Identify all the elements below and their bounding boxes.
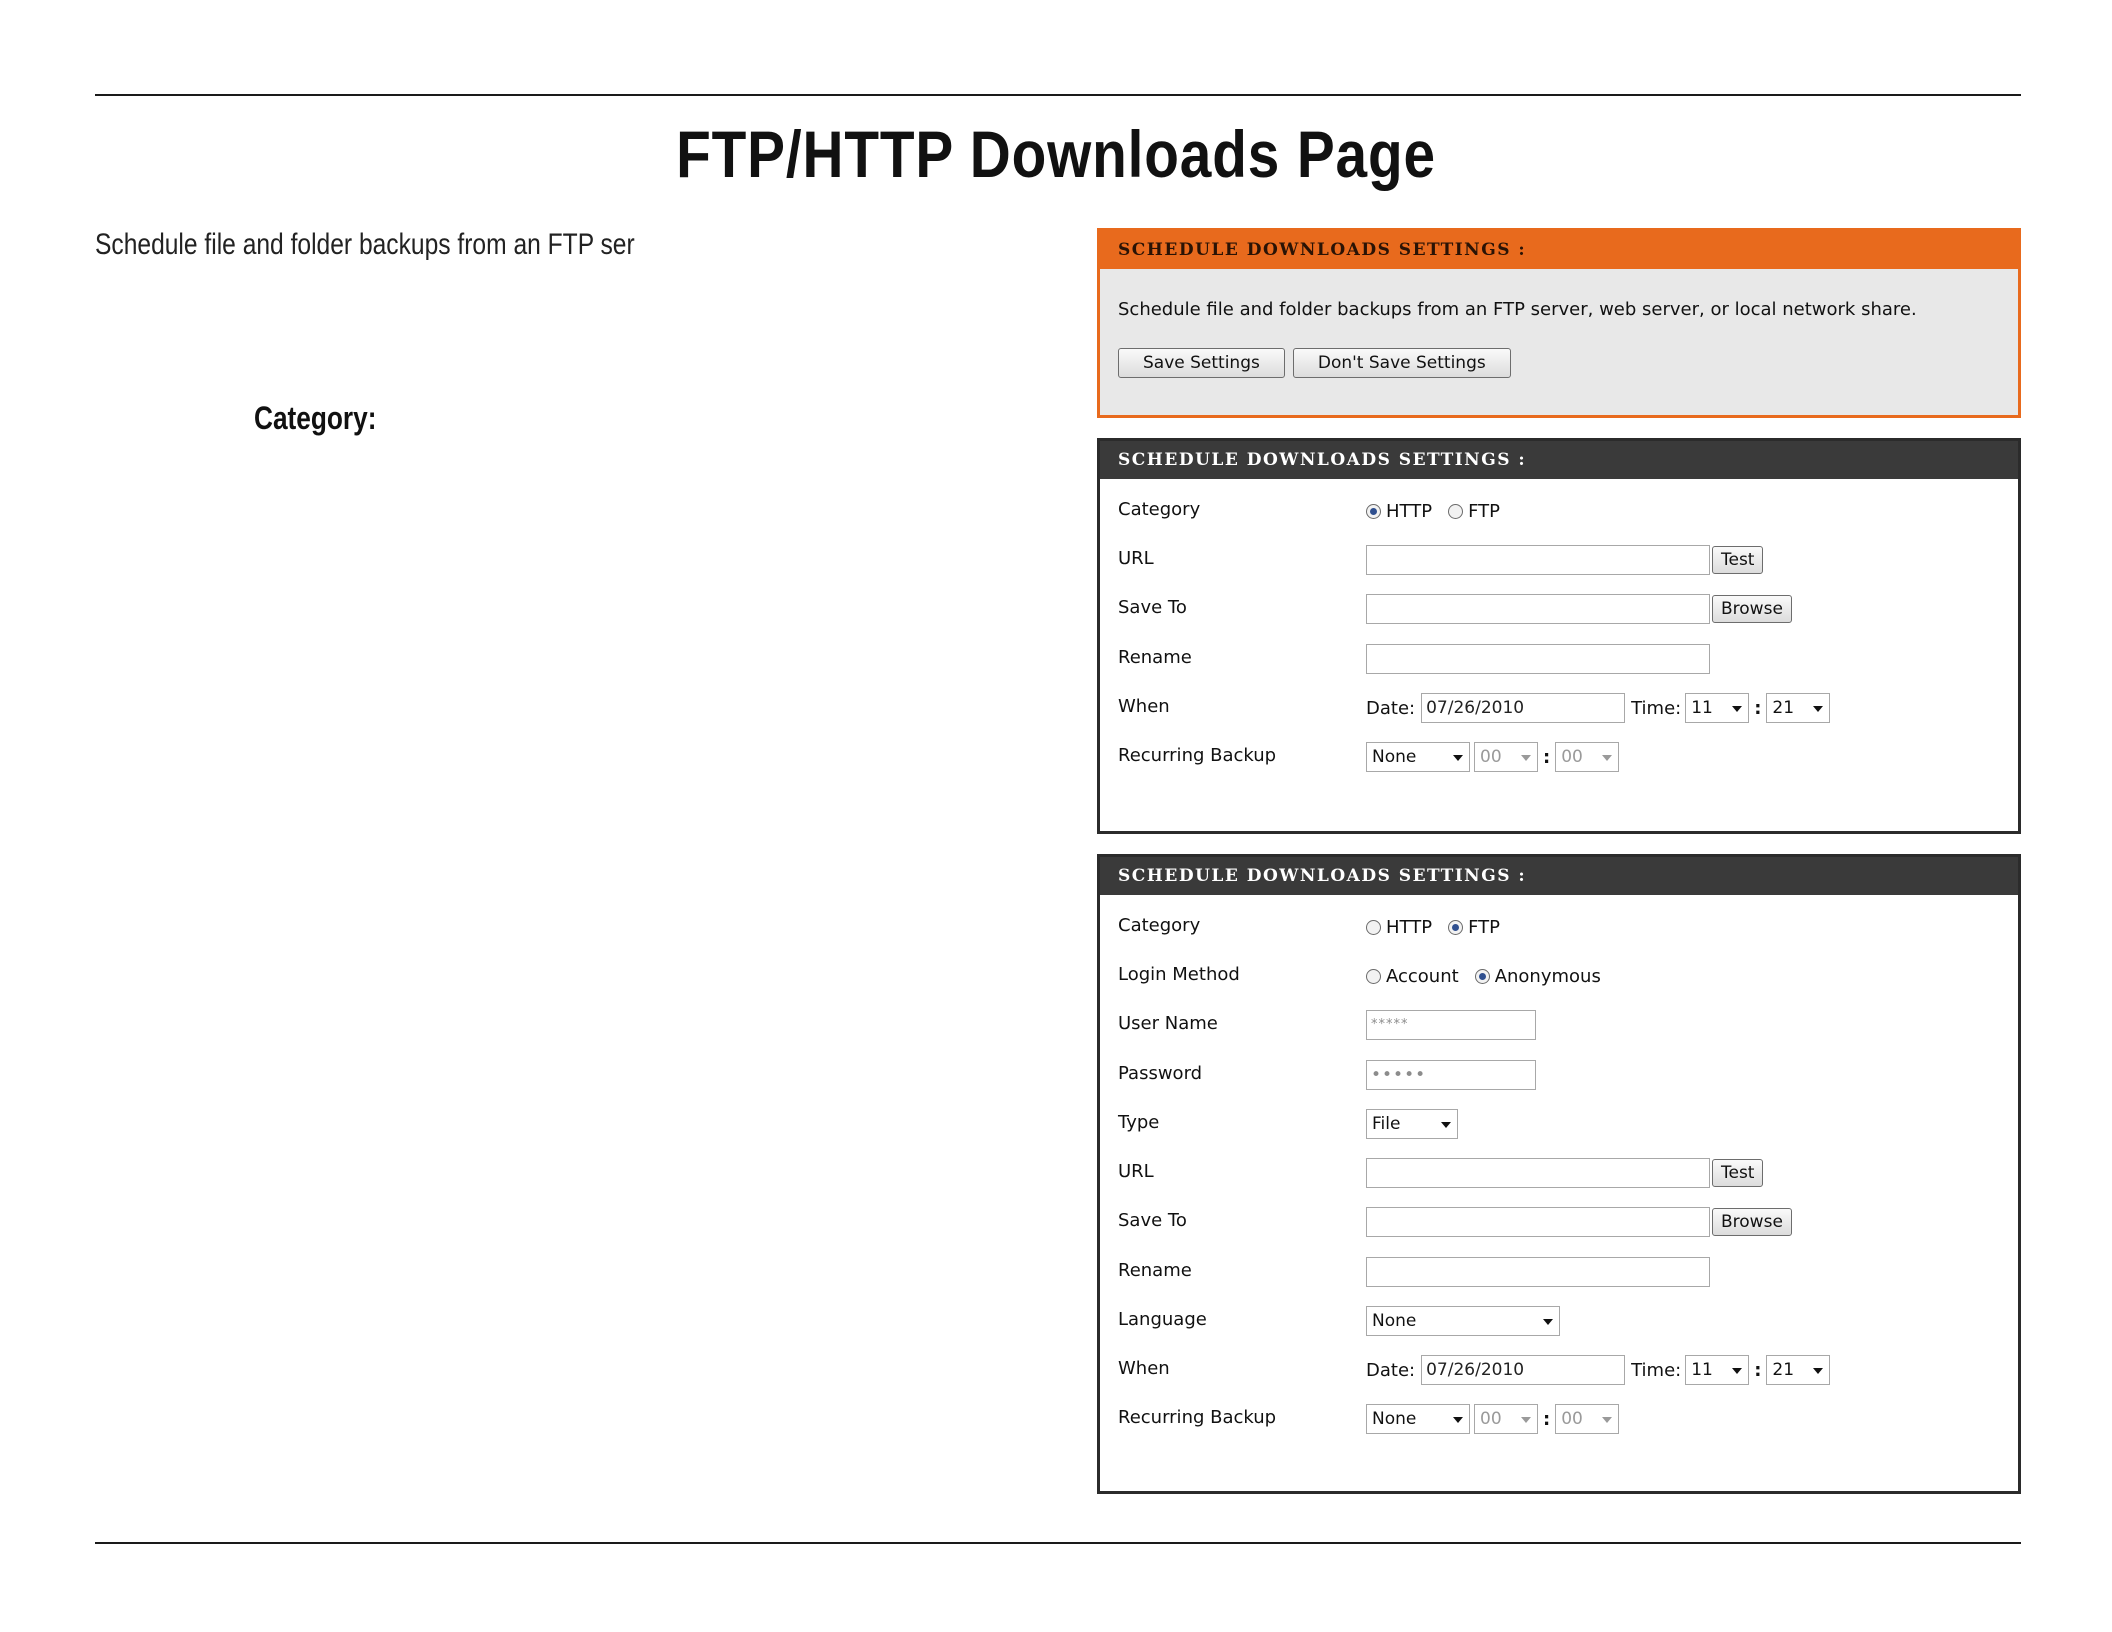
type-select[interactable]	[1366, 1109, 1458, 1139]
browse-button[interactable]: Browse	[1712, 1208, 1792, 1236]
chevron-down-icon	[1521, 1417, 1531, 1423]
chevron-down-icon	[1543, 1319, 1553, 1325]
category-heading: Category:	[254, 400, 377, 436]
anonymous-radio[interactable]	[1475, 969, 1490, 984]
test-button[interactable]: Test	[1712, 1159, 1763, 1187]
ftp-radio[interactable]	[1448, 504, 1463, 519]
panel-header: SCHEDULE DOWNLOADS SETTINGS :	[1100, 231, 2018, 269]
minute-select[interactable]	[1766, 1355, 1830, 1385]
password-label: Password	[1118, 1063, 1203, 1084]
user-name-input[interactable]: *****	[1366, 1010, 1536, 1040]
http-radio-label: HTTP	[1386, 500, 1433, 522]
minute-select[interactable]	[1766, 693, 1830, 723]
recurring-value: None	[1372, 1409, 1417, 1429]
user-name-label: User Name	[1118, 1013, 1218, 1034]
hour-value: 11	[1691, 698, 1713, 718]
save-to-label: Save To	[1118, 597, 1187, 618]
rename-label: Rename	[1118, 1260, 1192, 1281]
minute-value: 21	[1772, 698, 1795, 718]
chevron-down-icon	[1813, 1368, 1823, 1374]
save-to-label: Save To	[1118, 1210, 1187, 1231]
date-label: Date:	[1366, 1359, 1416, 1381]
rename-label: Rename	[1118, 647, 1192, 668]
chevron-down-icon	[1453, 1417, 1463, 1423]
category-label: Category	[1118, 499, 1201, 520]
minute-value: 21	[1772, 1360, 1795, 1380]
chevron-down-icon	[1441, 1122, 1451, 1128]
time-separator: :	[1543, 1408, 1551, 1430]
recurring-backup-label: Recurring Backup	[1118, 1407, 1277, 1428]
when-label: When	[1118, 696, 1170, 717]
schedule-downloads-ftp-panel	[1097, 854, 2021, 1494]
ftp-radio-label: FTP	[1468, 500, 1500, 522]
url-label: URL	[1118, 1161, 1154, 1182]
chevron-down-icon	[1732, 1368, 1742, 1374]
page-title: FTP/HTTP Downloads Page	[676, 117, 1436, 191]
recurring-hour-select[interactable]	[1474, 1404, 1538, 1434]
top-rule	[95, 94, 2021, 96]
url-input[interactable]	[1366, 545, 1710, 575]
recurring-select[interactable]	[1366, 742, 1470, 772]
recurring-value: None	[1372, 747, 1417, 767]
recurring-minute-value: 00	[1561, 1409, 1583, 1429]
recurring-hour-select[interactable]	[1474, 742, 1538, 772]
rename-input[interactable]	[1366, 1257, 1710, 1287]
recurring-minute-value: 00	[1561, 747, 1583, 767]
time-label: Time:	[1631, 1359, 1682, 1381]
browse-button[interactable]: Browse	[1712, 595, 1792, 623]
dont-save-settings-button[interactable]: Don't Save Settings	[1293, 348, 1511, 378]
recurring-select[interactable]	[1366, 1404, 1470, 1434]
save-to-input[interactable]	[1366, 1207, 1710, 1237]
date-label: Date:	[1366, 697, 1416, 719]
time-separator: :	[1754, 1359, 1762, 1381]
intro-text: Schedule file and folder backups from an FTP ser	[95, 228, 635, 261]
time-label: Time:	[1631, 697, 1682, 719]
account-radio-label: Account	[1386, 965, 1459, 987]
bottom-rule	[95, 1542, 2021, 1544]
schedule-downloads-http-panel	[1097, 438, 2021, 834]
hour-value: 11	[1691, 1360, 1713, 1380]
recurring-minute-select[interactable]	[1555, 1404, 1619, 1434]
ftp-radio[interactable]	[1448, 920, 1463, 935]
url-label: URL	[1118, 548, 1154, 569]
save-to-input[interactable]	[1366, 594, 1710, 624]
chevron-down-icon	[1602, 755, 1612, 761]
save-settings-button[interactable]: Save Settings	[1118, 348, 1285, 378]
url-input[interactable]	[1366, 1158, 1710, 1188]
panel-description: Schedule file and folder backups from an FTP server, web server, or local network share.	[1118, 299, 1917, 320]
category-label: Category	[1118, 915, 1201, 936]
language-select[interactable]	[1366, 1306, 1560, 1336]
date-input[interactable]: 07/26/2010	[1421, 693, 1625, 723]
panel-header: SCHEDULE DOWNLOADS SETTINGS :	[1100, 857, 2018, 895]
hour-select[interactable]	[1685, 693, 1749, 723]
recurring-hour-value: 00	[1480, 747, 1502, 767]
chevron-down-icon	[1813, 706, 1823, 712]
http-radio-label: HTTP	[1386, 916, 1433, 938]
language-label: Language	[1118, 1309, 1207, 1330]
type-label: Type	[1118, 1112, 1160, 1133]
recurring-hour-value: 00	[1480, 1409, 1502, 1429]
chevron-down-icon	[1732, 706, 1742, 712]
recurring-minute-select[interactable]	[1555, 742, 1619, 772]
time-separator: :	[1543, 746, 1551, 768]
http-radio[interactable]	[1366, 920, 1381, 935]
login-method-label: Login Method	[1118, 964, 1240, 985]
type-value: File	[1372, 1114, 1401, 1134]
panel-header: SCHEDULE DOWNLOADS SETTINGS :	[1100, 441, 2018, 479]
recurring-backup-label: Recurring Backup	[1118, 745, 1277, 766]
date-input[interactable]: 07/26/2010	[1421, 1355, 1625, 1385]
rename-input[interactable]	[1366, 644, 1710, 674]
language-value: None	[1372, 1311, 1417, 1331]
ftp-radio-label: FTP	[1468, 916, 1500, 938]
chevron-down-icon	[1521, 755, 1531, 761]
when-label: When	[1118, 1358, 1170, 1379]
anonymous-radio-label: Anonymous	[1494, 965, 1601, 987]
test-button[interactable]: Test	[1712, 546, 1763, 574]
chevron-down-icon	[1602, 1417, 1612, 1423]
password-input[interactable]: •••••	[1366, 1060, 1536, 1090]
schedule-downloads-intro-panel	[1097, 228, 2021, 418]
http-radio[interactable]	[1366, 504, 1381, 519]
chevron-down-icon	[1453, 755, 1463, 761]
time-separator: :	[1754, 697, 1762, 719]
hour-select[interactable]	[1685, 1355, 1749, 1385]
account-radio[interactable]	[1366, 969, 1381, 984]
